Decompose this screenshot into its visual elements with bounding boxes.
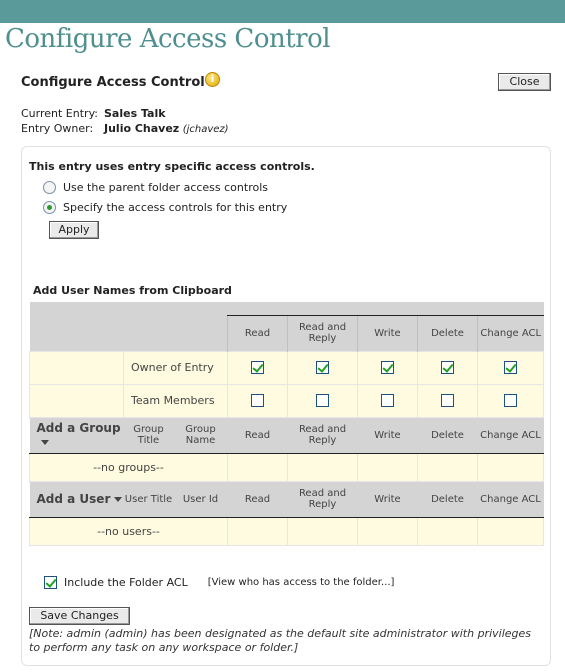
radio-button[interactable]: [43, 201, 56, 214]
empty-cell: [478, 517, 544, 545]
radio-label: Use the parent folder access controls: [63, 181, 268, 194]
header-spacer: [228, 302, 544, 315]
add-group-menu[interactable]: [30, 417, 124, 453]
table-row: [30, 384, 544, 417]
perm-header: Write: [358, 315, 418, 351]
entry-owner-label: Entry Owner:: [21, 122, 94, 135]
empty-cell: [228, 453, 288, 481]
perm-header: Write: [358, 481, 418, 517]
owner-delete-checkbox[interactable]: [441, 361, 454, 374]
perm-header: Read: [228, 417, 288, 453]
empty-cell: [288, 453, 358, 481]
current-entry-value: Sales Talk: [104, 107, 166, 120]
perm-header: Change ACL: [478, 417, 544, 453]
include-folder-acl-label: Include the Folder ACL: [64, 576, 188, 589]
perm-cell: [358, 384, 418, 417]
perm-cell: [478, 351, 544, 384]
info-icon[interactable]: i: [205, 72, 220, 87]
table-row: [30, 453, 544, 481]
perm-cell: [418, 384, 478, 417]
user-id-header: User Id: [182, 493, 219, 505]
perm-header: Delete: [418, 417, 478, 453]
empty-cell: [358, 517, 418, 545]
row-spacer: [30, 384, 124, 417]
empty-cell: [288, 517, 358, 545]
team-write-checkbox[interactable]: [381, 394, 394, 407]
add-group-label: Add a Group: [36, 421, 121, 435]
current-entry-row: [21, 107, 166, 120]
group-col-header: [124, 417, 228, 453]
table-row: [30, 351, 544, 384]
add-user-menu[interactable]: [30, 481, 124, 517]
perm-cell: [228, 351, 288, 384]
include-folder-acl-row: [44, 576, 394, 589]
team-change-acl-checkbox[interactable]: [504, 394, 517, 407]
view-folder-access-link[interactable]: [View who has access to the folder...]: [207, 577, 395, 588]
header-spacer: [30, 302, 228, 315]
perm-header: Read and Reply: [288, 315, 358, 351]
entry-owner-id: (jchavez): [182, 124, 229, 135]
perm-header: Delete: [418, 315, 478, 351]
no-groups-text: --no groups--: [30, 453, 228, 481]
radio-specify-entry[interactable]: [43, 201, 287, 214]
role-name: Owner of Entry: [124, 351, 228, 384]
perm-cell: [228, 384, 288, 417]
perm-cell: [288, 384, 358, 417]
radio-button[interactable]: [43, 181, 56, 194]
entry-owner-value: Julio Chavez: [104, 122, 180, 135]
add-user-label: Add a User: [36, 492, 111, 506]
empty-cell: [418, 517, 478, 545]
perm-cell: [478, 384, 544, 417]
perm-cell: [358, 351, 418, 384]
close-button[interactable]: Close: [498, 73, 551, 91]
perm-cell: [418, 351, 478, 384]
owner-write-checkbox[interactable]: [381, 361, 394, 374]
current-entry-label: Current Entry:: [21, 107, 98, 120]
include-folder-acl-checkbox[interactable]: [44, 576, 57, 589]
clipboard-heading: Add User Names from Clipboard: [33, 284, 232, 297]
chevron-down-icon: [41, 440, 49, 445]
entry-owner-row: [21, 122, 229, 135]
perm-header: Read and Reply: [288, 481, 358, 517]
perm-cell: [288, 351, 358, 384]
team-read-checkbox[interactable]: [251, 394, 264, 407]
user-title-header: User Title: [124, 493, 173, 505]
apply-button[interactable]: Apply: [49, 221, 99, 239]
access-heading: This entry uses entry specific access controls.: [29, 160, 315, 173]
chevron-down-icon: [114, 497, 122, 502]
user-col-header: [124, 481, 228, 517]
table-row: [30, 517, 544, 545]
owner-read-checkbox[interactable]: [251, 361, 264, 374]
radio-parent-folder[interactable]: [43, 181, 268, 194]
radio-label: Specify the access controls for this entry: [63, 201, 288, 214]
perm-header: Read: [228, 481, 288, 517]
perm-header: Read and Reply: [288, 417, 358, 453]
team-delete-checkbox[interactable]: [441, 394, 454, 407]
owner-change-acl-checkbox[interactable]: [504, 361, 517, 374]
admin-note: [Note: admin (admin) has been designated as the default site administrator with privileges to perform any task on any workspace or folder.]: [29, 627, 531, 654]
perm-header: Write: [358, 417, 418, 453]
dialog-title: Configure Access Control: [21, 75, 205, 90]
empty-cell: [478, 453, 544, 481]
perm-header: Read: [228, 315, 288, 351]
team-read-reply-checkbox[interactable]: [316, 394, 329, 407]
perm-header: Change ACL: [478, 315, 544, 351]
user-header-row: [30, 481, 544, 517]
perm-header: Delete: [418, 481, 478, 517]
no-users-text: --no users--: [30, 517, 228, 545]
empty-cell: [228, 517, 288, 545]
owner-read-reply-checkbox[interactable]: [316, 361, 329, 374]
empty-cell: [358, 453, 418, 481]
header-spacer: [30, 315, 228, 351]
group-title-header: Group Title: [133, 424, 164, 446]
page-title: Configure Access Control: [5, 24, 331, 54]
acl-table: [29, 302, 544, 546]
row-spacer: [30, 351, 124, 384]
save-changes-button[interactable]: Save Changes: [29, 607, 130, 625]
perm-header: Change ACL: [478, 481, 544, 517]
group-name-header: Group Name: [185, 424, 216, 446]
role-name: Team Members: [124, 384, 228, 417]
group-header-row: [30, 417, 544, 453]
empty-cell: [418, 453, 478, 481]
top-banner: [0, 0, 565, 23]
